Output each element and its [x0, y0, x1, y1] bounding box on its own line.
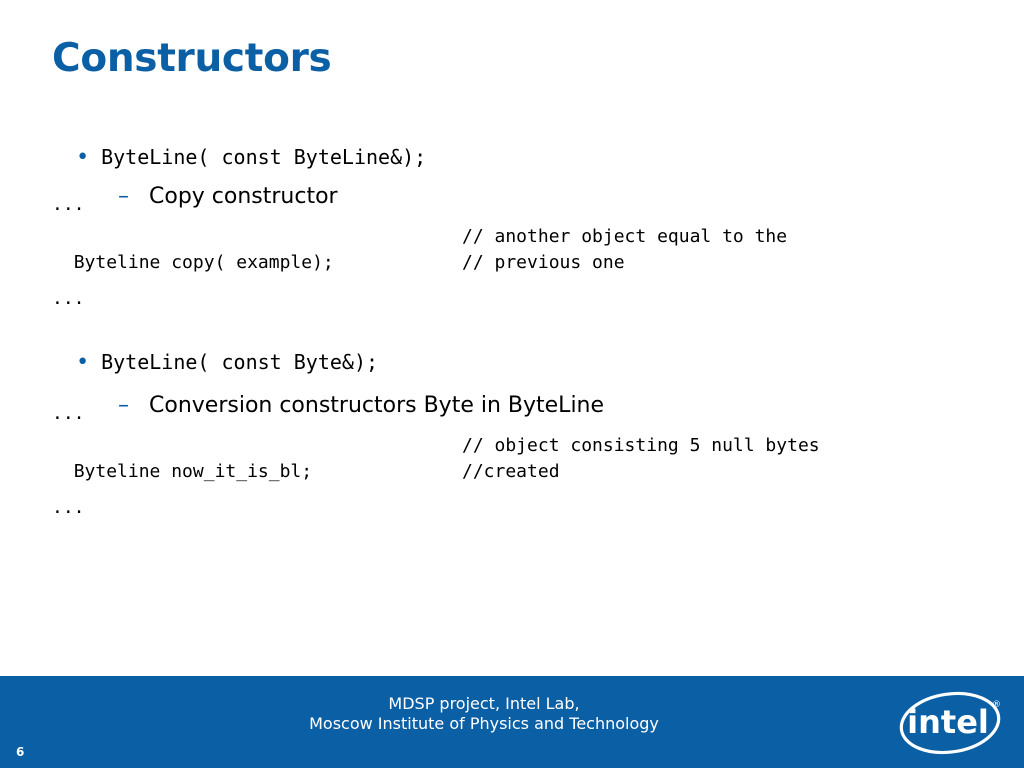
footer-line-1: MDSP project, Intel Lab, [388, 694, 580, 713]
sub-bullet-text: Conversion constructors Byte in ByteLine [149, 393, 605, 418]
sub-bullet-text: Copy constructor [149, 184, 338, 209]
bullet-dot-icon: • [76, 350, 90, 375]
code-comment: // object consisting 5 null bytes [462, 435, 820, 456]
bullet-dot-icon: • [76, 145, 90, 170]
intel-logo [896, 686, 1008, 758]
code-comment: // another object equal to the [462, 226, 788, 247]
slide-title: Constructors [52, 36, 332, 81]
dash-icon: – [118, 393, 129, 418]
registered-mark: ® [992, 700, 1001, 710]
code-ellipsis: ... [52, 403, 85, 424]
footer-line-2: Moscow Institute of Physics and Technology [309, 714, 659, 733]
footer-credits [0, 694, 968, 734]
code-statement: Byteline now_it_is_bl; [73, 461, 313, 482]
bullet-code: ByteLine( const Byte&); [101, 350, 379, 374]
code-comment: //created [462, 461, 560, 482]
code-ellipsis: ... [52, 288, 85, 309]
sub-bullet-copy-constructor [104, 152, 338, 212]
code-comment: // previous one [462, 252, 625, 273]
bullet-code: ByteLine( const ByteLine&); [101, 145, 427, 169]
dash-icon: – [118, 184, 129, 209]
code-ellipsis: ... [52, 194, 85, 215]
code-statement: Byteline copy( example); [73, 252, 334, 273]
code-ellipsis: ... [52, 497, 85, 518]
intel-logo-text: intel [907, 703, 989, 741]
page-number: 6 [16, 745, 25, 759]
sub-bullet-conversion-constructor [104, 361, 604, 421]
footer-bar [0, 676, 1024, 768]
